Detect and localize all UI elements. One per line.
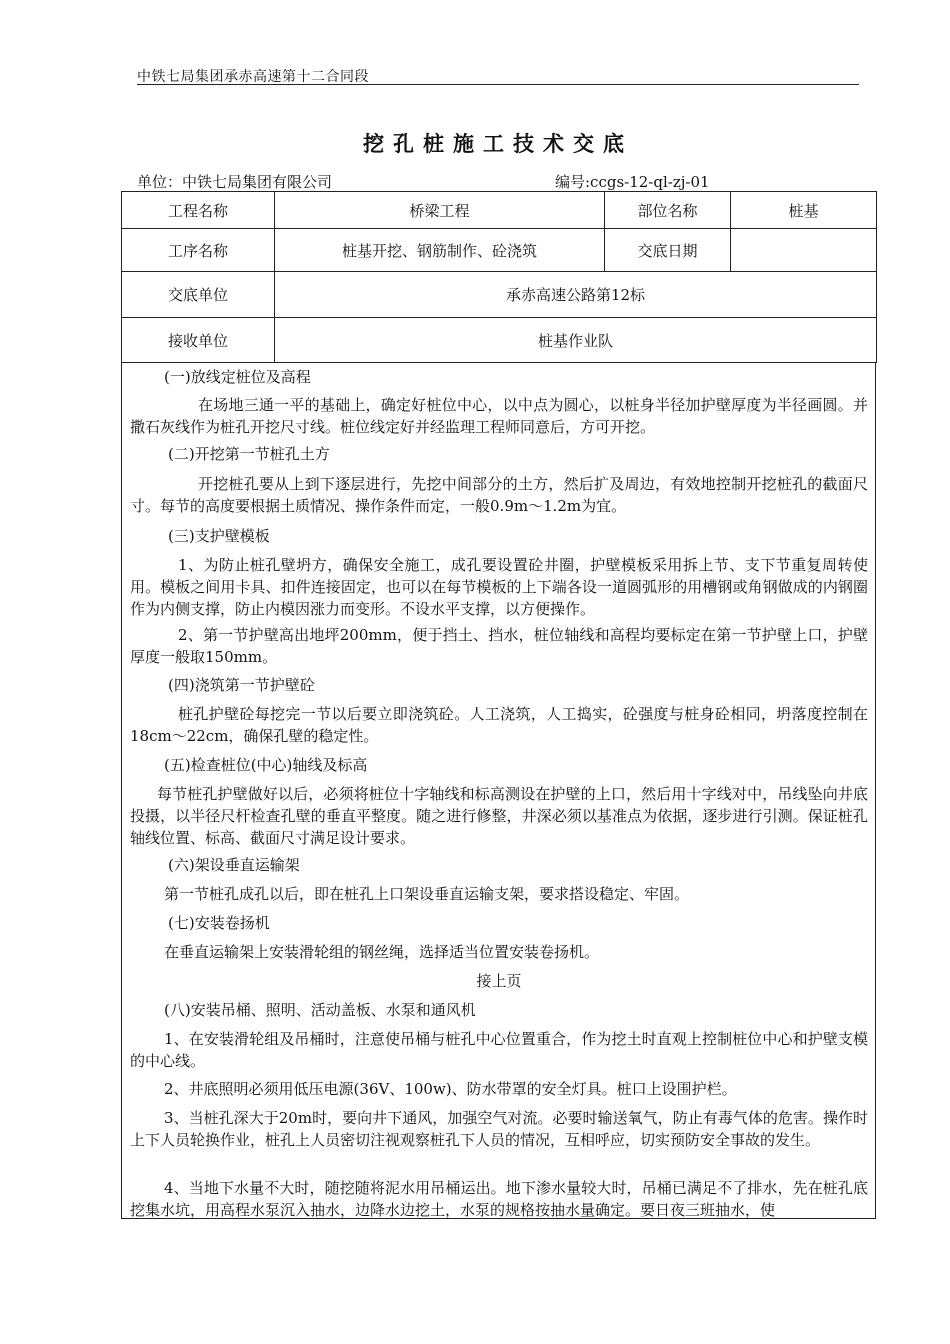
section-6-title: (六)架设垂直运输架	[168, 856, 300, 874]
section-8-paragraph-2: 2、井底照明必须用低压电源(36V、100w)、防水带罩的安全灯具。桩口上设围护栏。	[164, 1080, 737, 1098]
section-3-paragraph-2: 2、第一节护壁高出地坪200mm，便于挡土、挡水，桩位轴线和高程均要标定在第一节护壁上口，护壁厚度一般取150mm。	[130, 626, 868, 666]
date-value	[731, 229, 877, 272]
section-1-paragraph: 在场地三通一平的基础上，确定好桩位中心，以中点为圆心，以桩身半径加护壁厚度为半径画圆。并撒石灰线作为桩孔开挖尺寸线。桩位线定好并经监理工程师同意后，方可开挖。	[130, 396, 868, 436]
process-name-value: 桩基开挖、钢筋制作、砼浇筑	[275, 229, 605, 272]
section-1-title: (一)放线定桩位及高程	[164, 368, 311, 386]
header-divider	[137, 84, 859, 85]
content-body	[121, 362, 876, 1219]
table-row	[122, 272, 877, 318]
section-4-paragraph: 桩孔护壁砼每挖完一节以后要立即浇筑砼。人工浇筑，人工捣实，砼强度与桩身砼相同，坍落度控制在18cm～22cm，确保孔壁的稳定性。	[130, 705, 868, 745]
section-7-title: (七)安装卷扬机	[168, 914, 270, 932]
section-7-paragraph: 在垂直运输架上安装滑轮组的钢丝绳，选择适当位置安装卷扬机。	[164, 943, 600, 961]
company-header: 中铁七局集团承赤高速第十二合同段	[137, 69, 369, 85]
table-row	[122, 229, 877, 272]
table-row	[122, 192, 877, 229]
section-4-title: (四)浇筑第一节护壁砼	[168, 676, 315, 694]
project-name-value: 桥梁工程	[275, 192, 605, 229]
section-6-paragraph: 第一节桩孔成孔以后，即在桩孔上口架设垂直运输支架，要求搭设稳定、牢固。	[164, 885, 690, 903]
receiver-label: 接收单位	[122, 318, 275, 363]
section-2-paragraph: 开挖桩孔要从上到下逐层进行，先挖中间部分的土方，然后扩及周边，有效地控制开挖桩孔的截面尺寸。每节的高度要根据土质情况、操作条件而定，一般0.9m～1.2m为宜。	[130, 475, 868, 515]
issuing-unit: 单位：中铁七局集团有限公司	[137, 173, 333, 191]
section-2-title: (二)开挖第一节桩孔土方	[168, 445, 330, 463]
section-8-paragraph-3: 3、当桩孔深大于20m时，要向井下通风，加强空气对流。必要时输送氧气，防止有毒气体的危害。操作时上下人员轮换作业，桩孔上人员密切注视观察桩孔下人员的情况，互相呼应，切实预防安全事故的发生。	[130, 1109, 868, 1149]
info-table	[121, 191, 877, 363]
section-8-paragraph-1: 1、在安装滑轮组及吊桶时，注意使吊桶与桩孔中心位置重合，作为挖土时直观上控制桩位中心和护壁支模的中心线。	[130, 1030, 868, 1070]
section-5-paragraph: 每节桩孔护壁做好以后，必须将桩位十字轴线和标高测设在护壁的上口，然后用十字线对中，吊线坠向井底投摄，以半径尺杆检查孔壁的垂直平整度。随之进行修整，井深必须以基准点为依据，逐步进行引测。保证桩孔轴线位置、标高、截面尺寸满足设计要求。	[130, 785, 868, 847]
receiver-value: 桩基作业队	[275, 318, 877, 363]
document-title: 挖孔桩施工技术交底	[363, 131, 633, 156]
part-name-value: 桩基	[731, 192, 877, 229]
section-8-paragraph-4: 4、当地下水量不大时，随挖随将泥水用吊桶运出。地下渗水量较大时，吊桶已满足不了排水，先在桩孔底挖集水坑，用高程水泵沉入抽水，边降水边挖土，水泵的规格按抽水量确定。要日夜三班抽水，使	[130, 1179, 868, 1219]
project-name-label: 工程名称	[122, 192, 275, 229]
issuer-value: 承赤高速公路第12标	[275, 272, 877, 318]
section-5-title: (五)检查桩位(中心)轴线及标高	[164, 756, 368, 774]
section-3-paragraph-1: 1、为防止桩孔壁坍方，确保安全施工，成孔要设置砼井圈，护壁模板采用拆上节、支下节重复周转使用。模板之间用卡具、扣件连接固定，也可以在每节模板的上下端各设一道圆弧形的用槽钢或角钢做成的内钢圈作为内侧支撑，防止内模因涨力而变形。不设水平支撑，以方便操作。	[130, 556, 868, 618]
part-name-label: 部位名称	[605, 192, 731, 229]
continued-note: 接上页	[476, 972, 522, 990]
issuer-label: 交底单位	[122, 272, 275, 318]
date-label: 交底日期	[605, 229, 731, 272]
process-name-label: 工序名称	[122, 229, 275, 272]
section-8-title: (八)安装吊桶、照明、活动盖板、水泵和通风机	[164, 1001, 476, 1019]
table-row	[122, 318, 877, 363]
section-3-title: (三)支护壁模板	[168, 527, 270, 545]
document-code: 编号:ccgs-12-ql-zj-01	[555, 173, 710, 191]
